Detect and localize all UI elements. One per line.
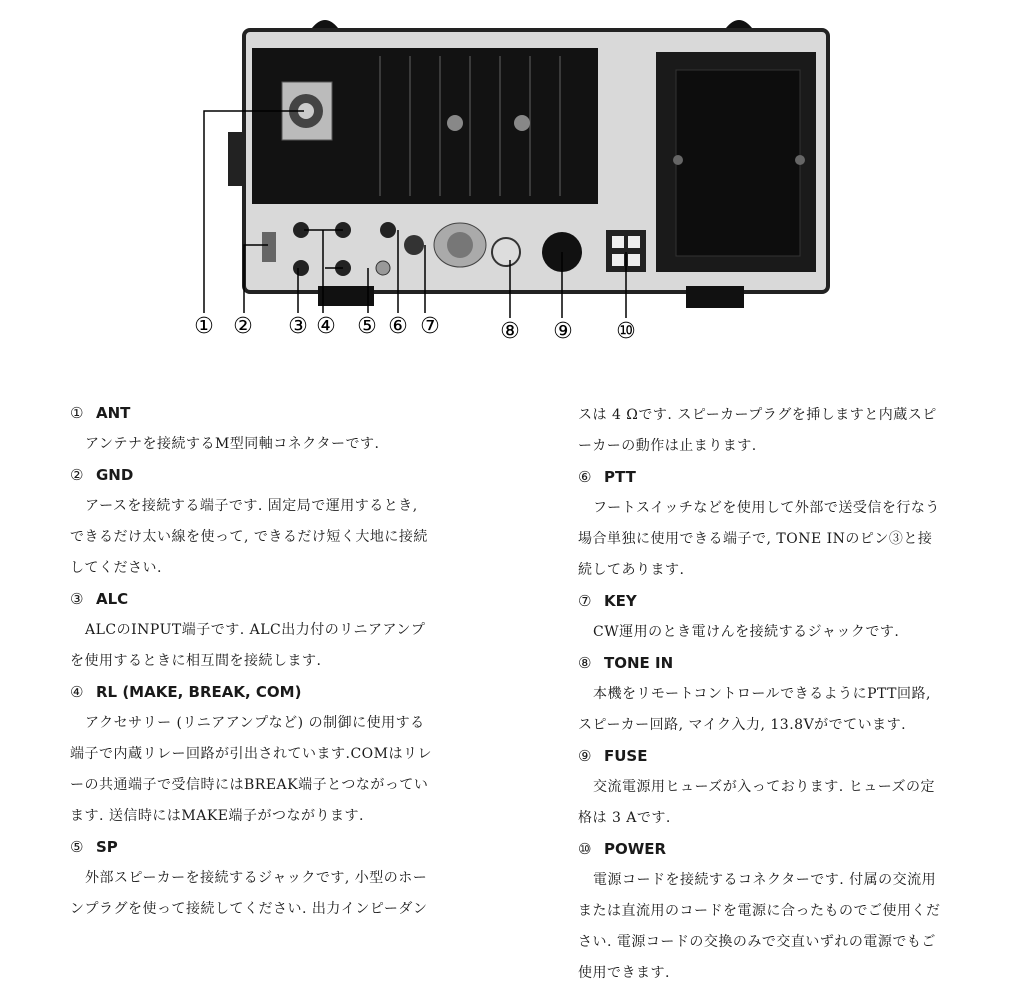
callout-6: ⑥ <box>388 314 408 339</box>
item-description: アースを接続する端子です. 固定局で運用するとき, できるだけ太い線を使って, できるだけ短く大地に接続 してください. <box>70 498 428 576</box>
item-tone-in <box>578 648 978 741</box>
callout-5: ⑤ <box>357 314 377 339</box>
item-description: アンテナを接続するM型同軸コネクターです. <box>85 436 380 452</box>
callout-1: ① <box>194 314 214 339</box>
item-rl <box>70 677 470 832</box>
callout-8: ⑧ <box>500 319 520 344</box>
item-description: 外部スピーカーを接続するジャックです, 小型のホー ンプラグを使って接続してください. 出力インピーダン <box>70 870 428 917</box>
item-alc <box>70 584 470 677</box>
rear-panel-photo <box>0 0 1024 345</box>
item-description: アクセサリー (リニアアンプなど) の制御に使用する 端子で内蔵リレー回路が引出されています.COMはリレ ーの共通端子で受信時にはBREAK端子とつながってい ます. 送信時にはMAKE端子がつながります. <box>70 715 432 824</box>
item-description: ALCのINPUT端子です. ALC出力付のリニアアンプ を使用するときに相互間を接続します. <box>70 622 426 669</box>
callout-7: ⑦ <box>420 314 440 339</box>
item-heading: ② GND <box>70 466 134 484</box>
item-description: CW運用のとき電けんを接続するジャックです. <box>593 624 900 640</box>
sp-continuation: スは 4 Ωです. スピーカープラグを挿しますと内蔵スピ ーカーの動作は止まります. <box>578 407 937 454</box>
callout-2: ② <box>233 314 253 339</box>
item-description: 本機をリモートコントロールできるようにPTT回路, スピーカー回路, マイク入力, 13.8Vがでています. <box>578 686 931 733</box>
item-heading: ⑩ POWER <box>578 840 667 858</box>
right-column <box>578 400 978 989</box>
item-heading: ⑤ SP <box>70 838 118 856</box>
item-gnd <box>70 460 470 584</box>
item-heading: ⑧ TONE IN <box>578 654 674 672</box>
callout-9: ⑨ <box>553 319 573 344</box>
item-key <box>578 586 978 648</box>
item-power <box>578 834 978 989</box>
item-heading: ① ANT <box>70 404 131 422</box>
callout-10: ⑩ <box>616 319 636 344</box>
side-handle <box>228 132 246 186</box>
item-heading: ⑥ PTT <box>578 468 636 486</box>
item-description: 電源コードを接続するコネクターです. 付属の交流用 または直流用のコードを電源に合ったものでご使用くだ さい. 電源コードの交換のみで交直いずれの電源でもご 使用できます. <box>578 872 941 981</box>
item-heading: ③ ALC <box>70 590 129 608</box>
item-heading: ⑨ FUSE <box>578 747 648 765</box>
top-foot-right <box>726 20 752 28</box>
callout-4: ④ <box>316 314 336 339</box>
top-foot-left <box>312 20 338 28</box>
item-ant <box>70 398 470 460</box>
item-heading: ④ RL (MAKE, BREAK, COM) <box>70 683 302 701</box>
item-description: フートスイッチなどを使用して外部で送受信を行なう 場合単独に使用できる端子で, TONE INのピン③と接 続してあります. <box>578 500 940 578</box>
callout-3: ③ <box>288 314 308 339</box>
item-description: 交流電源用ヒューズが入っております. ヒューズの定 格は 3 Aです. <box>578 779 935 826</box>
item-sp <box>70 832 470 925</box>
gnd-terminal <box>262 232 276 262</box>
item-ptt <box>578 462 978 586</box>
item-fuse <box>578 741 978 834</box>
item-heading: ⑦ KEY <box>578 592 637 610</box>
left-column <box>70 398 470 925</box>
